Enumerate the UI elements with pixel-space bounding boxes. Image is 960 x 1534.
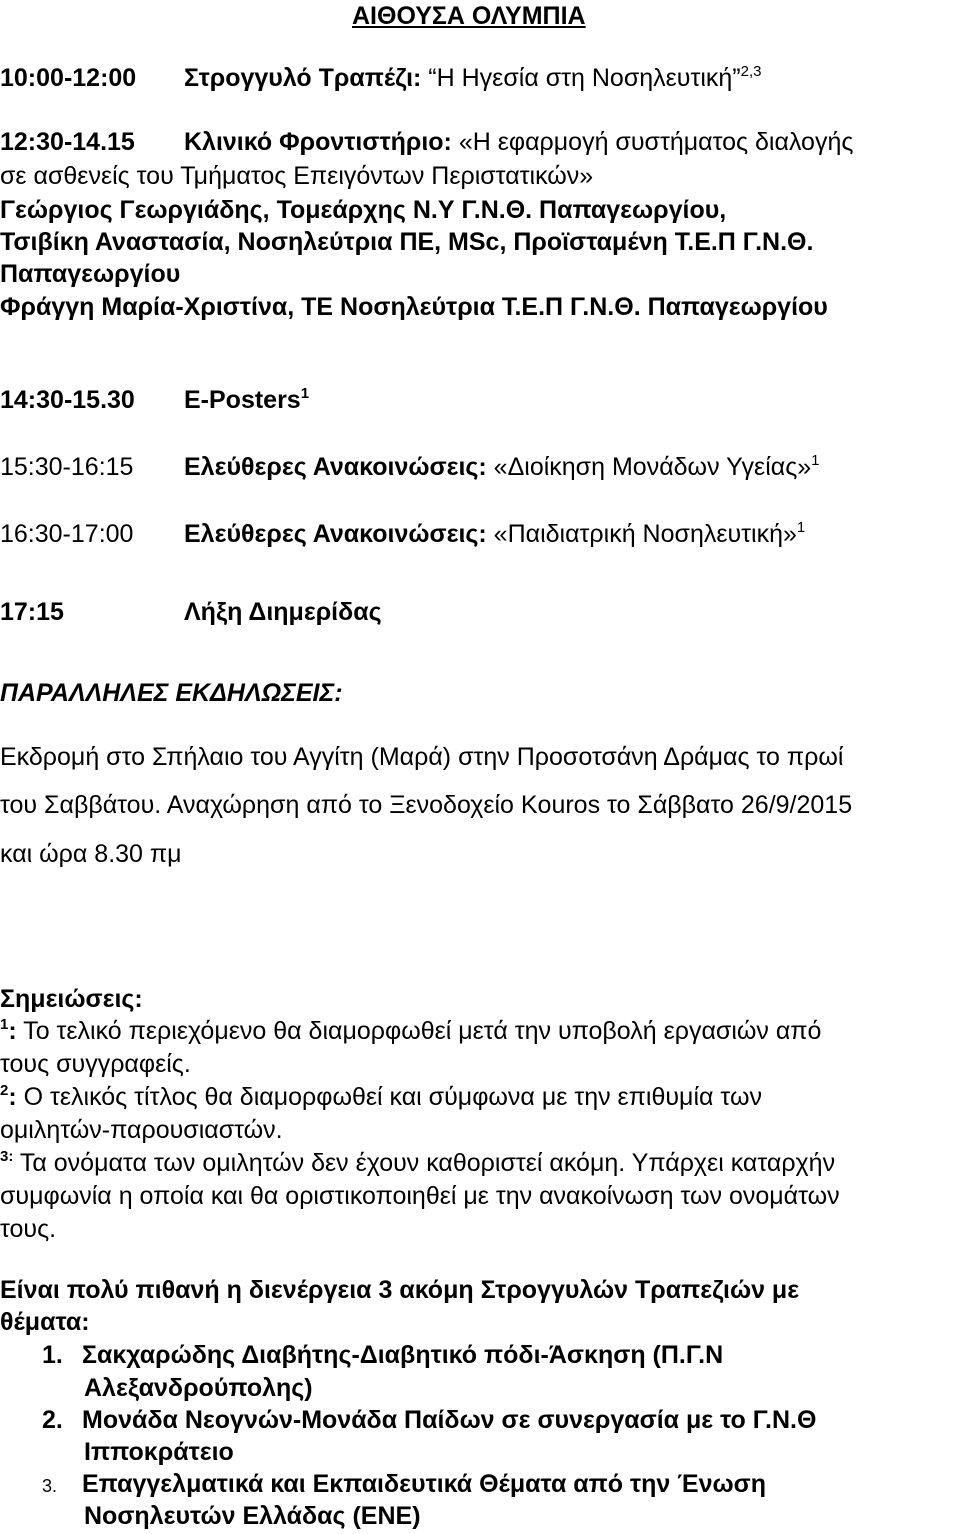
list-number: 2. [42, 1406, 63, 1434]
note-3-continued: τους. [0, 1215, 57, 1243]
note-text: Τα ονόματα των ομιλητών δεν έχουν καθοριστεί ακόμη. Υπάρχει καταρχήν [13, 1149, 836, 1177]
schedule-item-roundtable [0, 62, 762, 94]
schedule-item-clinical-workshop [0, 126, 853, 158]
schedule-item-eposters [0, 384, 309, 416]
note-marker: 3: [0, 1148, 14, 1165]
footnote-ref: 1 [796, 519, 806, 536]
session-title: «Η εφαρμογή συστήματος διαλογής [451, 128, 854, 156]
list-item-text: Μονάδα Νεογνών-Μονάδα Παίδων σε συνεργασία με το Γ.Ν.Θ [82, 1406, 817, 1434]
speaker-line: Φράγγη Μαρία-Χριστίνα, ΤΕ Νοσηλεύτρια Τ.Ε.Π Γ.Ν.Θ. Παπαγεωργίου [0, 293, 828, 321]
parallel-events-text: και ώρα 8.30 πμ [0, 840, 182, 868]
schedule-time: 12:30-14.15 [0, 128, 135, 156]
speaker-line: Τσιβίκη Αναστασία, Νοσηλεύτρια ΠΕ, MSc, Προϊσταμένη Τ.Ε.Π Γ.Ν.Θ. [0, 228, 814, 256]
roundtable-item-1-continued: Αλεξανδρούπολης) [84, 1374, 313, 1402]
roundtable-item-2-continued: Ιπποκράτειο [84, 1438, 234, 1466]
note-marker: 1 [0, 1016, 9, 1033]
notes-heading: Σημειώσεις: [0, 985, 143, 1013]
session-title: «Διοίκηση Μονάδων Υγείας» [486, 453, 812, 481]
roundtable-item-2 [0, 1404, 816, 1436]
roundtable-item-3 [0, 1468, 766, 1502]
footnote-ref: 1 [300, 385, 310, 402]
session-type-label: Κλινικό Φροντιστήριο: [184, 128, 452, 156]
session-type-label: Ελεύθερες Ανακοινώσεις: [184, 453, 487, 481]
note-text: Το τελικό περιεχόμενο θα διαμορφωθεί μετά την υποβολή εργασιών από [16, 1017, 822, 1045]
schedule-item-free-communications-2 [0, 518, 805, 550]
schedule-time: 15:30-16:15 [0, 453, 134, 481]
session-title: «Παιδιατρική Νοσηλευτική» [486, 520, 797, 548]
note-marker: 2 [0, 1082, 9, 1099]
roundtables-intro-continued: θέματα: [0, 1308, 90, 1336]
note-colon: : [8, 1083, 17, 1111]
list-number: 1. [42, 1341, 63, 1369]
schedule-time: 10:00-12:00 [0, 64, 137, 92]
speaker-line: Γεώργιος Γεωργιάδης, Τομεάρχης Ν.Υ Γ.Ν.Θ. Παπαγεωργίου, [0, 196, 727, 224]
note-1-continued: τους συγγραφείς. [0, 1050, 191, 1078]
session-title: “Η Ηγεσία στη Νοσηλευτική” [421, 64, 741, 92]
page-title: ΑΙΘΟΥΣΑ ΟΛΥΜΠΙΑ [352, 2, 586, 30]
note-2 [0, 1081, 762, 1113]
list-item-text: Σακχαρώδης Διαβήτης-Διαβητικό πόδι-Άσκηση (Π.Γ.Ν [82, 1341, 724, 1369]
session-type-label: Λήξη Διημερίδας [184, 598, 382, 626]
list-item-text: Επαγγελματικά και Εκπαιδευτικά Θέματα από την Ένωση [82, 1470, 766, 1498]
schedule-time: 16:30-17:00 [0, 520, 134, 548]
schedule-item-free-communications-1 [0, 451, 820, 483]
parallel-events-text: Εκδρομή στο Σπήλαιο του Αγγίτη (Μαρά) στην Προσοτσάνη Δράμας το πρωί [0, 743, 844, 771]
note-text: Ο τελικός τίτλος θα διαμορφωθεί και σύμφωνα με την επιθυμία των [16, 1083, 762, 1111]
schedule-time: 17:15 [0, 598, 64, 626]
session-type-label: E-Posters [184, 386, 301, 414]
note-colon: : [8, 1017, 17, 1045]
session-title-continued: σε ασθενείς του Τμήματος Επειγόντων Περιστατικών» [0, 162, 594, 190]
roundtables-intro: Είναι πολύ πιθανή η διενέργεια 3 ακόμη Στρογγυλών Τραπεζιών με [0, 1276, 800, 1304]
parallel-events-heading: ΠΑΡΑΛΛΗΛΕΣ ΕΚΔΗΛΩΣΕΙΣ: [0, 679, 343, 707]
roundtable-item-1 [0, 1339, 723, 1371]
note-3 [0, 1147, 835, 1179]
list-number: 3. [42, 1476, 58, 1496]
footnote-ref: 1 [811, 452, 820, 469]
footnote-ref: 2,3 [740, 63, 762, 80]
session-type-label: Στρογγυλό Τραπέζι: [184, 64, 422, 92]
schedule-time: 14:30-15.30 [0, 386, 135, 414]
note-3-continued: συμφωνία η οποία και θα οριστικοποιηθεί με την ανακοίνωση των ονομάτων [0, 1182, 840, 1210]
schedule-item-closing [0, 596, 382, 628]
roundtable-item-3-continued: Νοσηλευτών Ελλάδας (ΕΝΕ) [84, 1502, 421, 1530]
note-1 [0, 1015, 821, 1047]
note-2-continued: ομιλητών-παρουσιαστών. [0, 1116, 283, 1144]
parallel-events-text: του Σαββάτου. Αναχώρηση από το Ξενοδοχείο Kouros το Σάββατο 26/9/2015 [0, 791, 853, 819]
session-type-label: Ελεύθερες Ανακοινώσεις: [184, 520, 487, 548]
speaker-line: Παπαγεωργίου [0, 260, 181, 288]
